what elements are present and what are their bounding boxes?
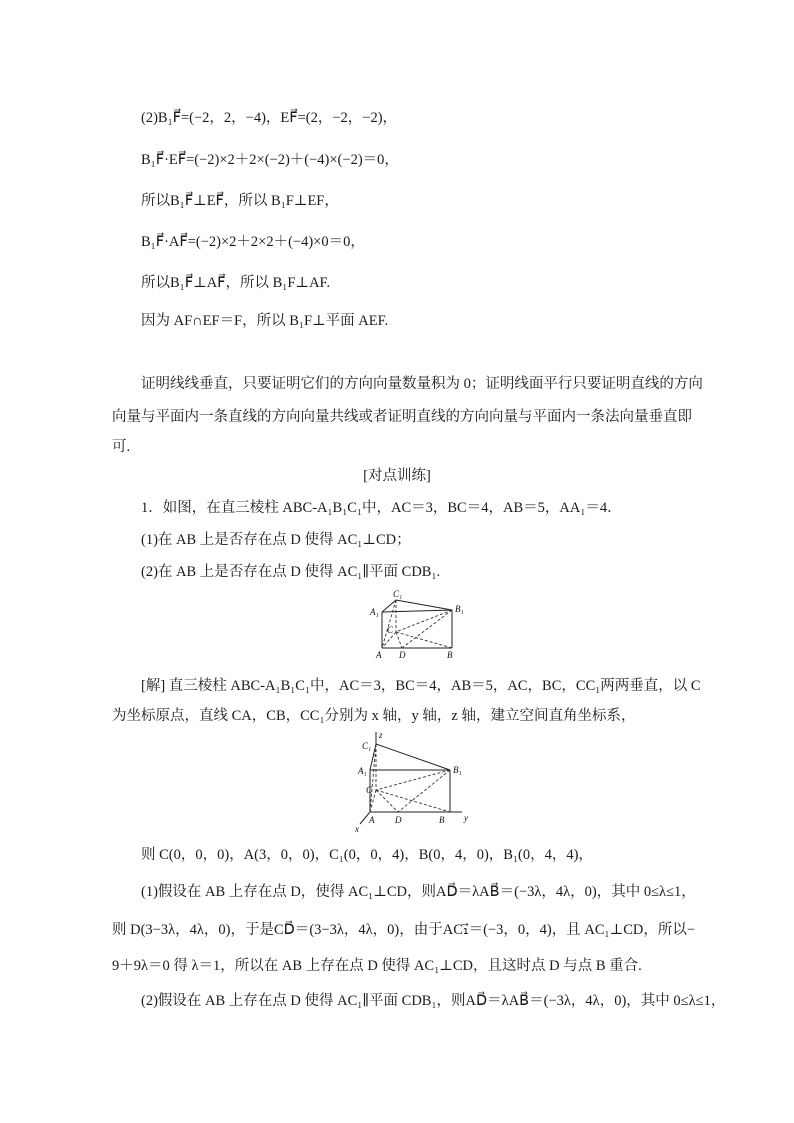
method-note-line-1: 证明线线垂直，只要证明它们的方向向量数量积为 0；证明线面平行只要证明直线的方向: [141, 376, 703, 392]
label-C1: C₁: [362, 741, 372, 751]
label-B1: B₁: [455, 604, 464, 614]
text-line-4: B₁F⃗·AF⃗=(−2)×2＋2×2＋(−4)×0＝0，: [141, 234, 365, 250]
text-line-1: (2)B₁F⃗=(−2，2，−4)，EF⃗=(2，−2，−2)，: [141, 110, 398, 126]
label-z: z: [379, 730, 383, 740]
label-A: A: [376, 650, 382, 660]
part1-line-1: (1)假设在 AB 上存在点 D，使得 AC₁⊥CD，则AD⃗＝λAB⃗＝(−3λ，4λ，0)，其中 0≤λ≤1，: [141, 884, 696, 900]
coordinates-line: 则 C(0，0，0)，A(3，0，0)，C₁(0，0，4)，B(0，4，0)，B₁(0，4，4)，: [141, 847, 593, 863]
label-D: D: [395, 815, 402, 825]
part1-line-2: 则 D(3−3λ，4λ，0)，于是CD⃗＝(3−3λ，4λ，0)，由于AC₁⃗＝(−3，0，4)，且 AC₁⊥CD，所以−: [112, 922, 696, 938]
label-B: B: [447, 650, 453, 660]
solution-line-1: [解] 直三棱柱 ABC-A₁B₁C₁中，AC＝3，BC＝4，AB＝5，AC，BC，CC₁两两垂直，以 C: [141, 678, 701, 694]
solution-line-2: 为坐标原点，直线 CA，CB，CC₁分别为 x 轴，y 轴，z 轴，建立空间直角坐标系，: [112, 708, 636, 724]
label-x: x: [355, 824, 359, 834]
label-y: y: [464, 813, 468, 823]
text-line-2: B₁F⃗·EF⃗=(−2)×2＋2×(−2)＋(−4)×(−2)＝0，: [141, 152, 399, 168]
method-note-line-3: 可.: [112, 439, 131, 455]
label-D: D: [399, 650, 406, 660]
problem-statement: 1．如图，在直三棱柱 ABC-A₁B₁C₁中，AC＝3，BC＝4，AB＝5，AA₁＝4．: [141, 500, 622, 516]
label-A1: A₁: [358, 766, 367, 776]
label-C: C: [366, 785, 373, 795]
problem-part-1: (1)在 AB 上是否存在点 D 使得 AC₁⊥CD；: [141, 532, 411, 548]
prism-figure: [360, 588, 470, 662]
text-line-3: 所以B₁F⃗⊥EF⃗，所以 B₁F⊥EF，: [141, 193, 339, 209]
coordinate-figure: [350, 730, 480, 834]
problem-part-2: (2)在 AB 上是否存在点 D 使得 AC₁∥平面 CDB₁.: [141, 564, 441, 580]
method-note-line-2: 向量与平面内一条直线的方向向量共线或者证明直线的方向向量与平面内一条法向量垂直即: [112, 409, 692, 425]
part1-line-3: 9＋9λ＝0 得 λ＝1，所以在 AB 上存在点 D 使得 AC₁⊥CD，且这时点 D 与点 B 重合.: [112, 958, 642, 974]
text-line-5: 所以B₁F⃗⊥AF⃗，所以 B₁F⊥AF.: [141, 275, 331, 291]
label-A1: A₁: [370, 607, 379, 617]
part2-line-1: (2)假设在 AB 上存在点 D 使得 AC₁∥平面 CDB₁，则AD⃗＝λAB⃗＝(−3λ，4λ，0)，其中 0≤λ≤1，: [141, 993, 726, 1009]
label-A: A: [369, 815, 375, 825]
section-heading: [对点训练]: [363, 468, 431, 484]
label-B: B: [439, 815, 445, 825]
label-C1: C₁: [393, 589, 403, 599]
label-C: C: [387, 625, 394, 635]
text-line-6: 因为 AF∩EF＝F，所以 B₁F⊥平面 AEF.: [141, 313, 389, 329]
label-B1: B₁: [453, 765, 462, 775]
